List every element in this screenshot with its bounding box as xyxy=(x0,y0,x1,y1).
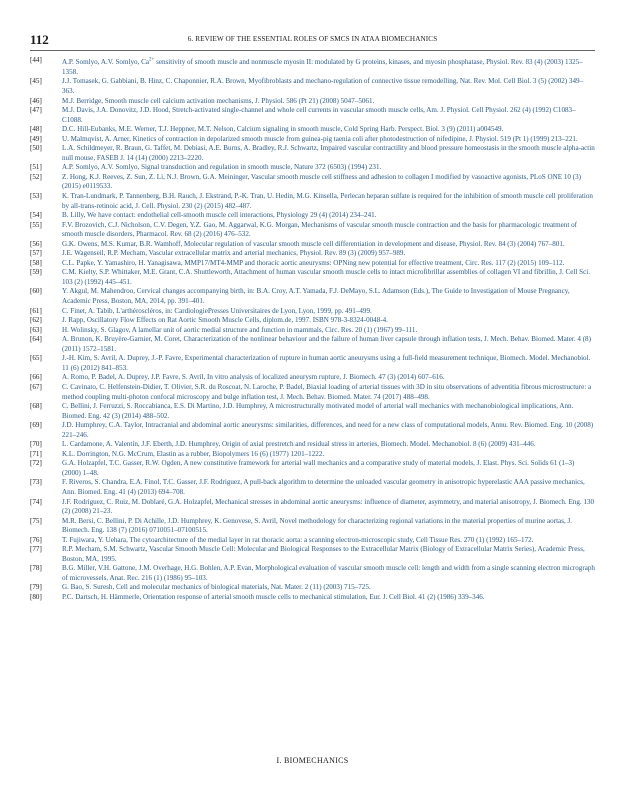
page-footer: I. BIOMECHANICS xyxy=(276,756,349,765)
reference-number: [64] xyxy=(30,335,42,344)
reference-link[interactable]: A. Romo, P. Badel, A. Duprey, J.P. Favre, S. Avril, In vitro analysis of localized aneurysm rupture, J. Biomech. 47 (3) (2014) 607–616. xyxy=(62,373,445,382)
reference-item xyxy=(30,173,595,192)
reference-link[interactable]: L.A. Schildmeyer, R. Braun, G. Taffet, M. Debiasi, A.E. Burns, A. Bradley, R.J. Schwartz, Impaired vascular contractility and blood pressure homeostasis in the smooth muscle alpha-actin null mouse, FASEB J. 14 (14) (2000) 2213–2220. xyxy=(62,144,595,162)
reference-number: [69] xyxy=(30,421,42,430)
reference-link[interactable]: Z. Hong, K.J. Reeves, Z. Sun, Z. Li, N.J. Brown, G.A. Meininger, Vascular smooth muscle cell stiffness and adhesion to collagen I modified by vasoactive agonists, PLoS ONE 10 (3) (2015) e0119533. xyxy=(62,172,581,191)
reference-number: [49] xyxy=(30,134,42,143)
reference-link[interactable]: C.M. Kielty, S.P. Whittaker, M.E. Grant, C.A. Shuttleworth, Attachment of human vascular smooth muscle cells to intact microfibrillar assemblies of collagen VI and fibrillin, J. Cell Sci. 103 (2) (1992) 445–451. xyxy=(62,268,590,286)
reference-item xyxy=(30,249,595,259)
reference-item xyxy=(30,517,595,536)
reference-number: [63] xyxy=(30,325,42,334)
reference-link[interactable]: A.P. Somlyo, A.V. Somlyo, Signal transduction and regulation in smooth muscle, Nature 372 (6503) (1994) 231. xyxy=(62,163,382,172)
reference-item xyxy=(30,240,595,250)
reference-item xyxy=(30,56,595,77)
reference-link[interactable]: D.C. Hill-Eubanks, M.E. Werner, T.J. Heppner, M.T. Nelson, Calcium signaling in smooth muscle, Cold Spring Harb. Perspect. Biol. 3 (9) (2011) a004549. xyxy=(62,125,504,134)
reference-link[interactable]: C. Finet, A. Tabib, L'arthéroscléros, in: CardiologiePresses Universitaires de Lyon, Lyon, 1999, pp. 491–499. xyxy=(62,306,372,315)
reference-item xyxy=(30,335,595,354)
page-header xyxy=(30,32,595,51)
reference-item xyxy=(30,125,595,135)
reference-item xyxy=(30,135,595,145)
reference-item xyxy=(30,106,595,125)
reference-number: [48] xyxy=(30,125,42,134)
reference-link[interactable]: J.D. Humphrey, C.A. Taylor, Intracranial and abdominal aortic aneurysms: similarities, differences, and need for a new class of computational models, Annu. Rev. Biomed. Eng. 10 (2008) 221–246. xyxy=(62,421,594,439)
reference-number: [57] xyxy=(30,249,42,258)
reference-link[interactable]: G.A. Holzapfel, T.C. Gasser, R.W. Ogden, A new constitutive framework for arterial wall mechanics and a comparative study of material models, J. Elast. Phys. Sci. Solids 61 (1–3) (2000) 1–48. xyxy=(62,459,575,477)
reference-number: [45] xyxy=(30,77,42,86)
reference-link[interactable]: A. Brunon, K. Bruyère-Garnier, M. Coret, Characterization of the nonlinear behaviour and the failure of human liver capsule through inflation tests, J. Mech. Behav. Biomed. Mater. 4 (8) (2011) 1572–1581. xyxy=(62,335,591,353)
reference-number: [55] xyxy=(30,220,42,229)
reference-item xyxy=(30,440,595,450)
reference-item xyxy=(30,211,595,221)
reference-link[interactable]: M.J. Davis, J.A. Donovitz, J.D. Hood, Stretch-activated single-channel and whole cell currents in vascular smooth muscle cells, Am. J. Physiol. Cell Physiol. 262 (4) (1992) C1083–C1088. xyxy=(62,106,576,124)
reference-number: [72] xyxy=(30,459,42,468)
reference-item xyxy=(30,221,595,240)
reference-item xyxy=(30,326,595,336)
reference-link[interactable]: P.C. Dartsch, H. Hämmerle, Orientation response of arterial smooth muscle cells to mechanical stimulation, Eur. J. Cell Biol. 41 (2) (1986) 339–346. xyxy=(62,592,485,601)
reference-item xyxy=(30,192,595,211)
reference-number: [46] xyxy=(30,96,42,105)
reference-number: [56] xyxy=(30,239,42,248)
page-number: 112 xyxy=(30,32,49,47)
reference-number: [75] xyxy=(30,516,42,525)
reference-number: [54] xyxy=(30,211,42,220)
reference-item xyxy=(30,307,595,317)
reference-number: [60] xyxy=(30,287,42,296)
reference-item xyxy=(30,144,595,163)
reference-item xyxy=(30,478,595,497)
reference-item xyxy=(30,593,595,603)
reference-number: [73] xyxy=(30,478,42,487)
reference-link[interactable]: J.F. Rodríguez, C. Ruiz, M. Doblaré, G.A. Holzapfel, Mechanical stresses in abdominal aortic aneurysms: influence of diameter, asymmetry, and material anisotropy, J. Biomech. Eng. 130 (2) (2008) 21–23. xyxy=(62,497,595,516)
reference-link[interactable]: U. Malmqvist, A. Arner, Kinetics of contraction in depolarized smooth muscle from guinea-pig taenia coli after photodestruction of nifedipine, J. Physiol. 519 (Pt 1) (1999) 213–221. xyxy=(62,134,578,143)
reference-item xyxy=(30,450,595,460)
reference-link[interactable]: M.R. Bersi, C. Bellini, P. Di Achille, J.D. Humphrey, K. Genovese, S. Avril, Novel methodology for characterizing regional variations in the material properties of murine aortas, J. Biomech. Eng. 138 (7) (2016) 0710051–07100515. xyxy=(62,516,573,535)
reference-number: [61] xyxy=(30,306,42,315)
reference-item xyxy=(30,97,595,107)
reference-link[interactable]: J. Rapp, Oscillatory Flow Effects on Rat Aortic Smooth Muscle Cells, diplom.de, 1997. ISBN 978-3-8324-0048-4. xyxy=(62,316,388,325)
reference-number: [47] xyxy=(30,106,42,115)
reference-item xyxy=(30,545,595,564)
reference-item xyxy=(30,583,595,593)
reference-number: [51] xyxy=(30,163,42,172)
reference-item xyxy=(30,421,595,440)
reference-number: [58] xyxy=(30,258,42,267)
reference-item xyxy=(30,268,595,287)
reference-link[interactable]: B. Lilly, We have contact: endothelial cell-smooth muscle cell interactions, Physiology 29 (4) (2014) 234–241. xyxy=(62,211,377,220)
reference-item xyxy=(30,498,595,517)
reference-number: [80] xyxy=(30,592,42,601)
reference-link[interactable]: A.P. Somlyo, A.V. Somlyo, $Ca^{2+}$ sensitivity of smooth muscle and nonmuscle myosin II: modulated by G proteins, kinases, and myosin phosphatase, Physiol. Rev. 83 (4) (2003) 1325–1358. xyxy=(62,58,583,76)
reference-link[interactable]: H. Wolinsky, S. Glagov, A lamellar unit of aortic medial structure and function in mammals, Circ. Res. 20 (1) (1967) 99–111. xyxy=(62,325,418,334)
reference-number: [68] xyxy=(30,402,42,411)
reference-item xyxy=(30,459,595,478)
reference-number: [50] xyxy=(30,144,42,153)
reference-link[interactable]: K.L. Dorrington, N.G. McCrum, Elastin as a rubber, Biopolymers 16 (6) (1977) 1201–1222. xyxy=(62,449,325,458)
reference-item xyxy=(30,259,595,269)
reference-link[interactable]: L. Cardamone, A. Valentín, J.F. Eberth, J.D. Humphrey, Origin of axial prestretch and residual stress in arteries, Biomech. Model. Mechanobiol. 8 (6) (2009) 431–446. xyxy=(62,440,536,449)
reference-link[interactable]: C.L. Papke, Y. Yamashiro, H. Yanagisawa, MMP17/MT4-MMP and thoracic aortic aneurysms: OPNing new potential for effective treatment, Circ. Res. 117 (2) (2015) 109–112. xyxy=(62,258,565,267)
reference-link[interactable]: F.V. Brozovich, C.J. Nicholson, C.V. Degen, Y.Z. Gao, M. Aggarwal, K.G. Morgan, Mechanisms of vascular smooth muscle contraction and the basis for pharmacologic treatment of smooth muscle disorders, Pharmacol. Rev. 68 (2) (2016) 476–532. xyxy=(62,220,578,239)
reference-item xyxy=(30,316,595,326)
reference-number: [74] xyxy=(30,497,42,506)
reference-link[interactable]: C. Bellini, J. Ferruzzi, S. Roccabianca, E.S. Di Martino, J.D. Humphrey, A microstructurally motivated model of arterial wall mechanics with mechanobiological implications, Ann. Biomed. Eng. 42 (3) (2014) 488–502. xyxy=(62,402,574,420)
reference-number: [77] xyxy=(30,545,42,554)
reference-number: [76] xyxy=(30,535,42,544)
reference-number: [71] xyxy=(30,449,42,458)
reference-number: [44] xyxy=(30,56,42,64)
reference-link[interactable]: K. Tran-Lundmark, P. Tannenberg, B.H. Rauch, J. Ekstrand, P.-K. Tran, U. Hedin, M.G. Kinsella, Perlecan heparan sulfate is required for the inhibition of smooth muscle cell proliferation by all-trans-retinoic acid, J. Cell. Physiol. 230 (2) (2015) 482–487. xyxy=(62,192,593,210)
reference-item xyxy=(30,163,595,173)
reference-item xyxy=(30,77,595,96)
reference-link[interactable]: T. Fujiwara, Y. Uehara, The cytoarchitecture of the medial layer in rat thoracic aorta: a scanning electron-microscopic study, Cell Tissue Res. 270 (1) (1992) 165–172. xyxy=(62,535,534,544)
reference-link[interactable]: F. Riveros, S. Chandra, E.A. Finol, T.C. Gasser, J.F. Rodriguez, A pull-back algorithm to determine the unloaded vascular geometry in anisotropic hyperelastic AAA passive mechanics, Ann. Biomed. Eng. 41 (4) (2013) 694–708. xyxy=(62,478,585,496)
reference-number: [67] xyxy=(30,382,42,391)
reference-link[interactable]: G.K. Owens, M.S. Kumar, B.R. Wamhoff, Molecular regulation of vascular smooth muscle cell differentiation in development and disease, Physiol. Rev. 84 (3) (2004) 767–801. xyxy=(62,239,565,248)
reference-number: [53] xyxy=(30,192,42,201)
running-head: 6. REVIEW OF THE ESSENTIAL ROLES OF SMCS IN ATAA BIOMECHANICS xyxy=(187,35,438,43)
reference-number: [62] xyxy=(30,316,42,325)
reference-item xyxy=(30,373,595,383)
reference-link[interactable]: J.E. Wagenseil, R.P. Mecham, Vascular extracellular matrix and arterial mechanics, Physiol. Rev. 89 (3) (2009) 957–989. xyxy=(62,249,406,258)
reference-number: [78] xyxy=(30,564,42,573)
reference-item xyxy=(30,402,595,421)
reference-link[interactable]: C. Cavinato, C. Helfenstein-Didier, T. Olivier, S.R. du Roscoat, N. Laroche, P. Badel, Biaxial loading of arterial tissues with 3D in situ observations of adventitia fibrous microstructure: a method coupling multi-photon confocal microscopy and bulge inflation test, J. Mech. Behav. Biomed. Mater. 74 (2017) 488–498. xyxy=(62,382,592,401)
reference-number: [59] xyxy=(30,268,42,277)
reference-item xyxy=(30,287,595,306)
reference-link[interactable]: J.J. Tomasek, G. Gabbiani, B. Hinz, C. Chaponnier, R.A. Brown, Myofibroblasts and mechano-regulation of connective tissue remodelling, Nat. Rev. Mol. Cell Biol. 3 (5) (2002) 349–363. xyxy=(62,77,584,95)
reference-link[interactable]: B.G. Miller, V.H. Gattone, J.M. Overhage, H.G. Bohlen, A.P. Evan, Morphological evaluation of vascular smooth muscle cell: length and width from a single scanning electron micrograph of microvessels, Anat. Rec. 216 (1) (1986) 95–103. xyxy=(62,564,595,582)
reference-link[interactable]: G. Bao, S. Suresh, Cell and molecular mechanics of biological materials, Nat. Mater. 2 (11) (2003) 715–725. xyxy=(62,583,371,592)
reference-item xyxy=(30,383,595,402)
reference-number: [65] xyxy=(30,354,42,363)
reference-link[interactable]: M.J. Berridge, Smooth muscle cell calcium activation mechanisms, J. Physiol. 586 (Pt 21) (2008) 5047–5061. xyxy=(62,96,375,105)
reference-number: [79] xyxy=(30,583,42,592)
reference-list xyxy=(30,56,595,603)
reference-number: [66] xyxy=(30,373,42,382)
reference-item xyxy=(30,536,595,546)
reference-link[interactable]: Y. Akgul, M. Mahendroo, Cervical changes accompanying birth, in: B.A. Croy, A.T. Yamada, F.J. DeMayo, S.L. Adamson (Eds.), The Guide to Investigation of Mouse Pregnancy, Academic Press, Boston, MA, 2014, pp. 391–401. xyxy=(62,287,570,306)
reference-link[interactable]: J.-H. Kim, S. Avril, A. Duprey, J.-P. Favre, Experimental characterization of rupture in human aortic aneurysms using a full-field measurement technique, Biomech. Model. Mechanobiol. 11 (6) (2012) 841–853. xyxy=(62,354,591,372)
reference-item xyxy=(30,564,595,583)
reference-link[interactable]: R.P. Mecham, S.M. Schwartz, Vascular Smooth Muscle Cell: Molecular and Biological Responses to the Extracellular Matrix (Biology of Extracellular Matrix Series), Academic Press, Boston, MA, 1995. xyxy=(62,545,585,563)
reference-item xyxy=(30,354,595,373)
reference-number: [52] xyxy=(30,172,42,181)
reference-number: [70] xyxy=(30,440,42,449)
